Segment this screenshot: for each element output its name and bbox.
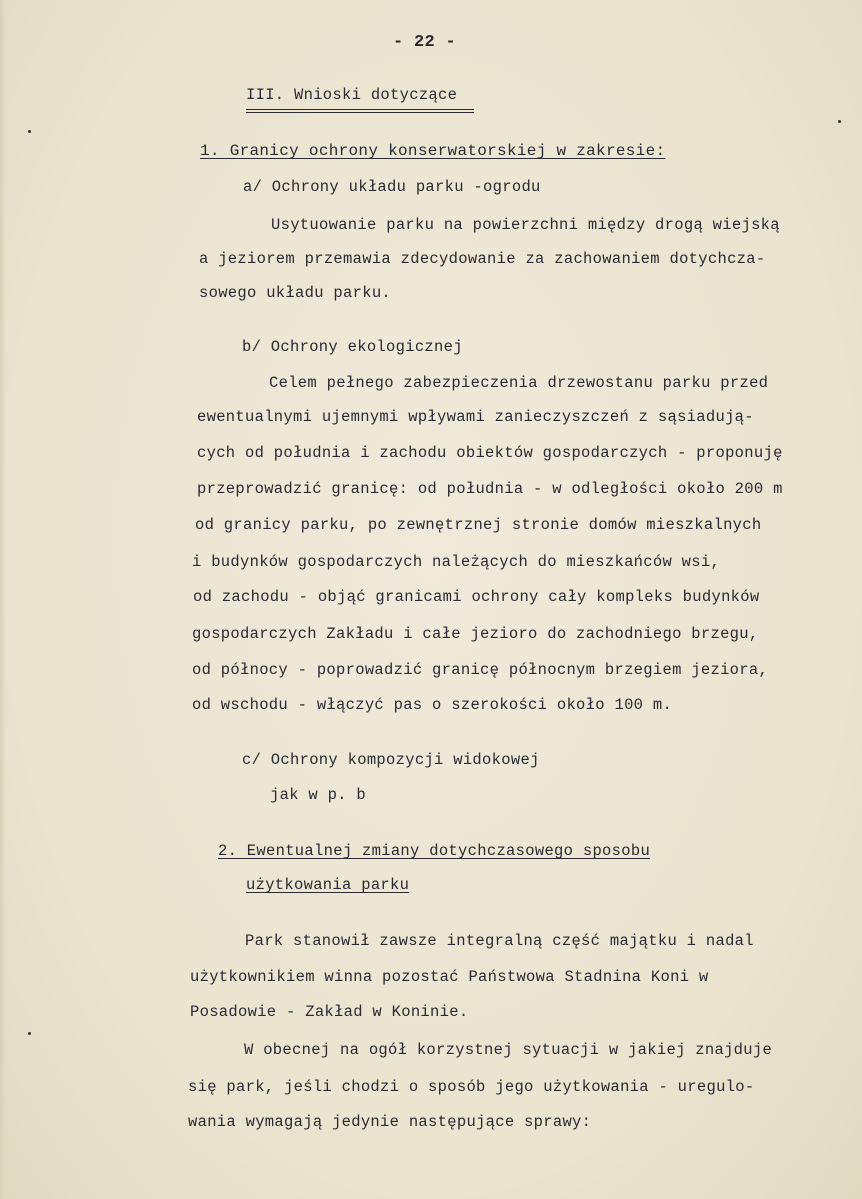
- sub-c-line: jak w p. b: [270, 786, 367, 804]
- sub-b-line-2: ewentualnymi ujemnymi wpływami zanieczyszczeń z sąsiadują-: [197, 408, 754, 426]
- sub-a-line-1: Usytuowanie parku na powierzchni między drogą wiejską: [271, 216, 780, 234]
- heading: III. Wnioski dotyczące: [246, 86, 458, 104]
- sub-c-title: c/ Ochrony kompozycji widokowej: [242, 751, 540, 769]
- heading-double-underline: [246, 109, 474, 113]
- section2-para2-line-3: wania wymagają jedynie następujące sprawy:: [188, 1113, 592, 1131]
- sub-b-line-10: od wschodu - włączyć pas o szerokości około 100 m.: [192, 696, 673, 714]
- sub-b-line-8: gospodarczych Zakładu i całe jezioro do zachodniego brzegu,: [192, 625, 759, 643]
- sub-b-title: b/ Ochrony ekologicznej: [242, 338, 463, 356]
- section2-title-line-1: 2. Ewentualnej zmiany dotychczasowego sposobu: [218, 842, 651, 860]
- sub-b-line-5: od granicy parku, po zewnętrznej stronie domów mieszkalnych: [195, 516, 762, 534]
- section2-para1-line-2: użytkownikiem winna pozostać Państwowa Stadnina Koni w: [190, 968, 709, 986]
- margin-speck: [28, 1032, 31, 1035]
- section2-para2-line-2: się park, jeśli chodzi o sposób jego użytkowania - uregulo-: [188, 1078, 755, 1096]
- section2-para1-line-3: Posadowie - Zakład w Koninie.: [190, 1003, 469, 1021]
- margin-speck: [28, 130, 31, 133]
- section2-title-line-2: użytkowania parku: [246, 876, 410, 894]
- sub-b-line-3: cych od południa i zachodu obiektów gospodarczych - proponuję: [197, 444, 783, 462]
- sub-a-title: a/ Ochrony układu parku -ogrodu: [243, 178, 541, 196]
- sub-a-line-2: a jeziorem przemawia zdecydowanie za zachowaniem dotychcza-: [199, 250, 766, 268]
- sub-a-line-3: sowego układu parku.: [199, 284, 392, 302]
- sub-b-line-7: od zachodu - objąć granicami ochrony cały kompleks budynków: [193, 588, 760, 606]
- sub-b-line-4: przeprowadzić granicę: od południa - w odległości około 200 m: [197, 480, 783, 498]
- page-number: - 22 -: [393, 33, 457, 52]
- section2-para2-line-1: W obecnej na ogół korzystnej sytuacji w jakiej znajduje: [244, 1041, 773, 1059]
- sub-b-line-9: od północy - poprowadzić granicę północnym brzegiem jeziora,: [192, 661, 769, 679]
- section2-para1-line-1: Park stanowił zawsze integralną część majątku i nadal: [245, 932, 754, 950]
- sub-b-line-6: i budynków gospodarczych należących do mieszkańców wsi,: [192, 553, 721, 571]
- section1-title: 1. Granicy ochrony konserwatorskiej w zakresie:: [200, 142, 666, 160]
- page-edge-shadow: [0, 0, 6, 1199]
- margin-speck: [838, 120, 841, 123]
- sub-b-line-1: Celem pełnego zabezpieczenia drzewostanu parku przed: [269, 374, 769, 392]
